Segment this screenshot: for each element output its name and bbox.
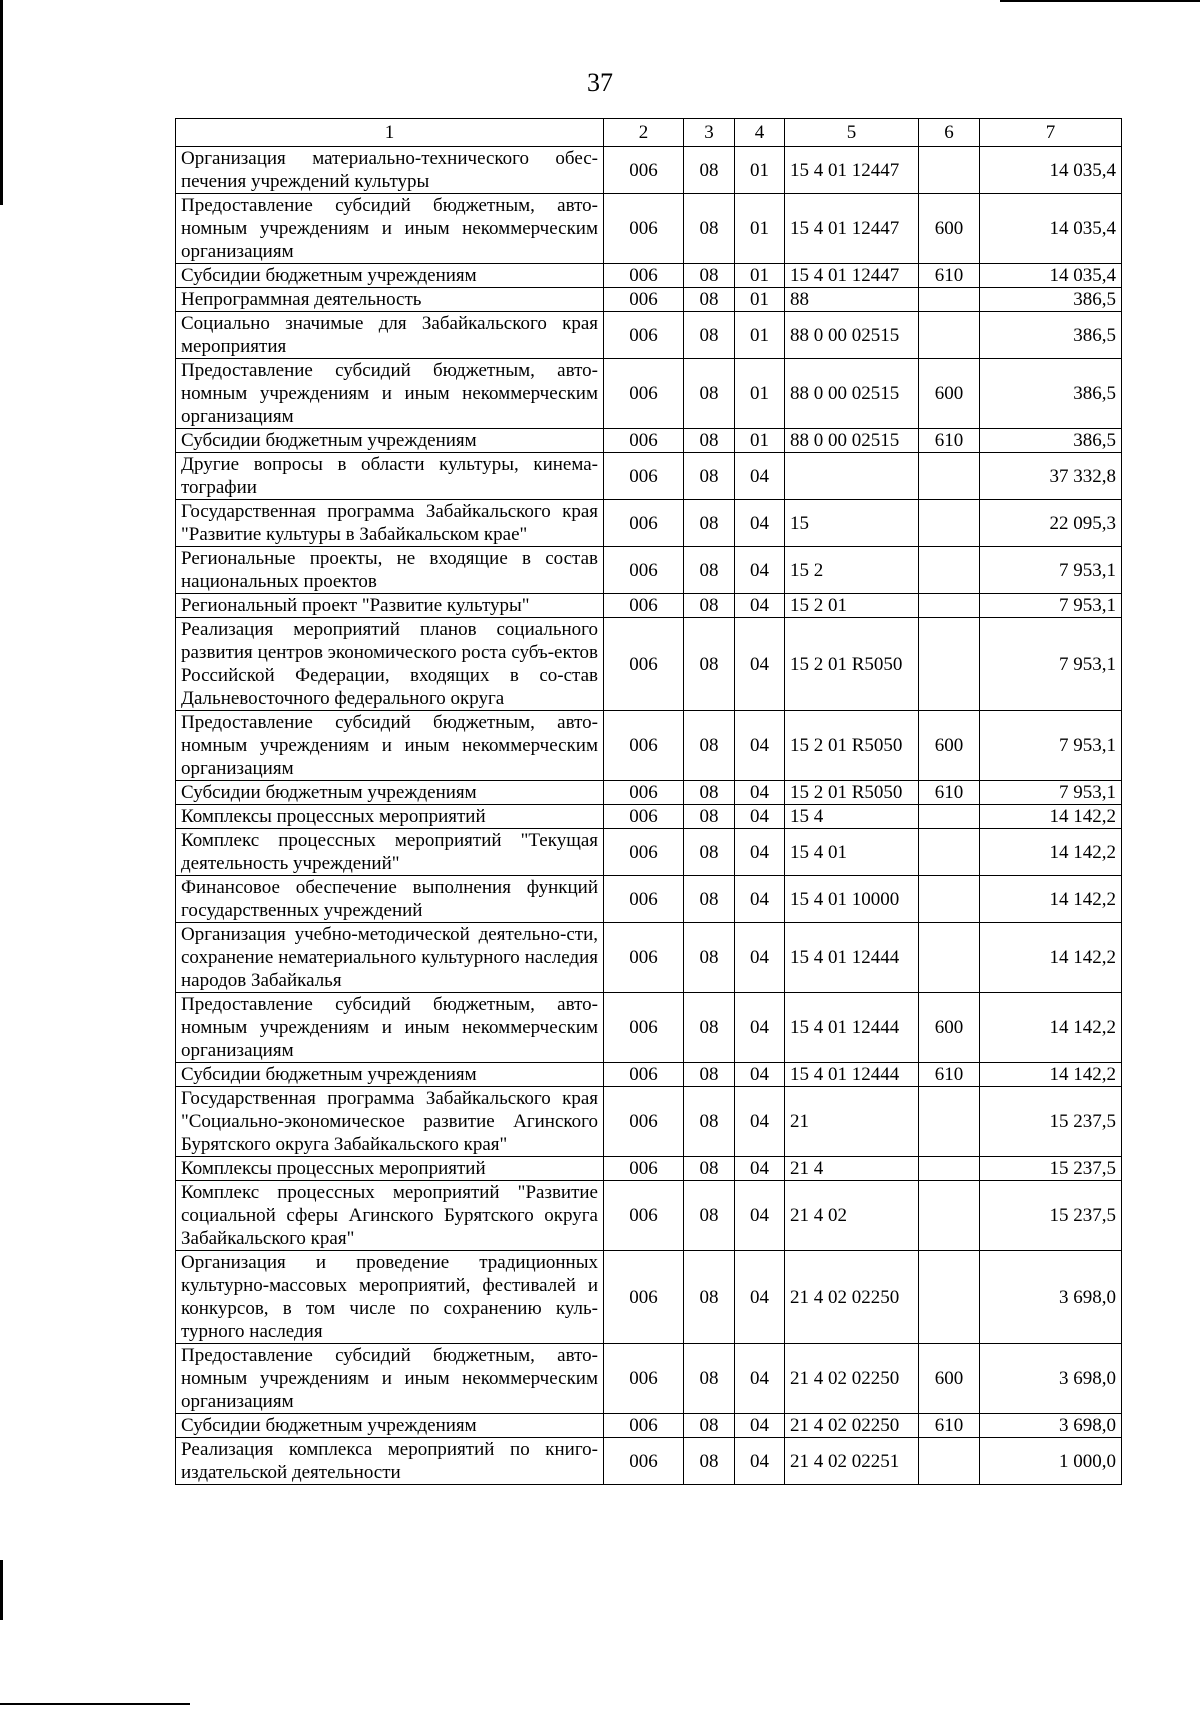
- subsection-code-cell: 01: [735, 264, 785, 288]
- target-article-cell: 15 2 01 R5050: [785, 781, 919, 805]
- column-header: 6: [919, 119, 980, 147]
- table-row: [176, 711, 1122, 781]
- target-article-cell: 15 4 01 10000: [785, 876, 919, 923]
- subsection-code-cell: 04: [735, 805, 785, 829]
- section-code-cell: 08: [684, 781, 735, 805]
- row-name-cell: Предоставление субсидий бюджетным, авто-номным учреждениям и иным некоммерческим организациям: [176, 1344, 604, 1414]
- admin-code-cell: 006: [604, 1438, 684, 1485]
- column-header: 1: [176, 119, 604, 147]
- subsection-code-cell: 04: [735, 500, 785, 547]
- target-article-cell: 88 0 00 02515: [785, 359, 919, 429]
- section-code-cell: 08: [684, 1157, 735, 1181]
- subsection-code-cell: 04: [735, 1063, 785, 1087]
- subsection-code-cell: 04: [735, 1087, 785, 1157]
- admin-code-cell: 006: [604, 876, 684, 923]
- subsection-code-cell: 04: [735, 876, 785, 923]
- admin-code-cell: 006: [604, 312, 684, 359]
- subsection-code-cell: 01: [735, 429, 785, 453]
- subsection-code-cell: 04: [735, 453, 785, 500]
- table-row: [176, 1087, 1122, 1157]
- target-article-cell: 21 4 02 02250: [785, 1414, 919, 1438]
- section-code-cell: 08: [684, 547, 735, 594]
- target-article-cell: 88 0 00 02515: [785, 429, 919, 453]
- row-name-cell: Другие вопросы в области культуры, кинема-тографии: [176, 453, 604, 500]
- target-article-cell: 21 4 02 02251: [785, 1438, 919, 1485]
- row-name-cell: Комплексы процессных мероприятий: [176, 805, 604, 829]
- amount-cell: 3 698,0: [980, 1414, 1122, 1438]
- row-name-cell: Социально значимые для Забайкальского края мероприятия: [176, 312, 604, 359]
- table-row: [176, 312, 1122, 359]
- section-code-cell: 08: [684, 288, 735, 312]
- amount-cell: 386,5: [980, 359, 1122, 429]
- amount-cell: 1 000,0: [980, 1438, 1122, 1485]
- target-article-cell: 21: [785, 1087, 919, 1157]
- table-row: [176, 500, 1122, 547]
- admin-code-cell: 006: [604, 147, 684, 194]
- target-article-cell: 21 4 02 02250: [785, 1251, 919, 1344]
- row-name-cell: Предоставление субсидий бюджетным, авто-номным учреждениям и иным некоммерческим организациям: [176, 194, 604, 264]
- scan-edge-top: [1000, 0, 1200, 2]
- section-code-cell: 08: [684, 264, 735, 288]
- target-article-cell: 15 2 01: [785, 594, 919, 618]
- row-name-cell: Организация материально-технического обес-печения учреждений культуры: [176, 147, 604, 194]
- subsection-code-cell: 04: [735, 1414, 785, 1438]
- expense-type-cell: 610: [919, 1414, 980, 1438]
- amount-cell: 15 237,5: [980, 1181, 1122, 1251]
- section-code-cell: 08: [684, 876, 735, 923]
- scan-edge-left-lower: [0, 1560, 3, 1620]
- admin-code-cell: 006: [604, 1414, 684, 1438]
- section-code-cell: 08: [684, 618, 735, 711]
- subsection-code-cell: 04: [735, 1251, 785, 1344]
- table-header-row: [176, 119, 1122, 147]
- amount-cell: 386,5: [980, 429, 1122, 453]
- admin-code-cell: 006: [604, 829, 684, 876]
- subsection-code-cell: 04: [735, 594, 785, 618]
- section-code-cell: 08: [684, 1063, 735, 1087]
- section-code-cell: 08: [684, 1181, 735, 1251]
- amount-cell: 386,5: [980, 312, 1122, 359]
- expense-type-cell: [919, 1251, 980, 1344]
- target-article-cell: 15 4 01 12447: [785, 264, 919, 288]
- admin-code-cell: 006: [604, 288, 684, 312]
- table-row: [176, 288, 1122, 312]
- row-name-cell: Региональный проект "Развитие культуры": [176, 594, 604, 618]
- section-code-cell: 08: [684, 1414, 735, 1438]
- admin-code-cell: 006: [604, 923, 684, 993]
- section-code-cell: 08: [684, 312, 735, 359]
- expense-type-cell: [919, 288, 980, 312]
- page-number: 37: [587, 68, 613, 97]
- expense-type-cell: 610: [919, 264, 980, 288]
- subsection-code-cell: 01: [735, 288, 785, 312]
- expense-type-cell: [919, 547, 980, 594]
- amount-cell: 37 332,8: [980, 453, 1122, 500]
- expense-type-cell: 610: [919, 429, 980, 453]
- section-code-cell: 08: [684, 805, 735, 829]
- row-name-cell: Финансовое обеспечение выполнения функций государственных учреждений: [176, 876, 604, 923]
- amount-cell: 14 142,2: [980, 993, 1122, 1063]
- amount-cell: 14 142,2: [980, 805, 1122, 829]
- table-row: [176, 781, 1122, 805]
- section-code-cell: 08: [684, 1438, 735, 1485]
- subsection-code-cell: 04: [735, 1181, 785, 1251]
- target-article-cell: 88 0 00 02515: [785, 312, 919, 359]
- expense-type-cell: [919, 618, 980, 711]
- expense-type-cell: [919, 1087, 980, 1157]
- subsection-code-cell: 04: [735, 547, 785, 594]
- section-code-cell: 08: [684, 1087, 735, 1157]
- admin-code-cell: 006: [604, 429, 684, 453]
- expense-type-cell: 600: [919, 359, 980, 429]
- column-header: 2: [604, 119, 684, 147]
- table-row: [176, 829, 1122, 876]
- amount-cell: 14 142,2: [980, 876, 1122, 923]
- amount-cell: 14 142,2: [980, 1063, 1122, 1087]
- expense-type-cell: [919, 923, 980, 993]
- subsection-code-cell: 04: [735, 1157, 785, 1181]
- table-row: [176, 547, 1122, 594]
- table-row: [176, 453, 1122, 500]
- admin-code-cell: 006: [604, 359, 684, 429]
- target-article-cell: 88: [785, 288, 919, 312]
- column-header: 3: [684, 119, 735, 147]
- table-row: [176, 876, 1122, 923]
- admin-code-cell: 006: [604, 805, 684, 829]
- amount-cell: 3 698,0: [980, 1344, 1122, 1414]
- admin-code-cell: 006: [604, 1087, 684, 1157]
- budget-table: [175, 118, 1122, 1485]
- table-row: [176, 594, 1122, 618]
- target-article-cell: 15 2 01 R5050: [785, 711, 919, 781]
- row-name-cell: Комплекс процессных мероприятий "Текущая деятельность учреждений": [176, 829, 604, 876]
- row-name-cell: Субсидии бюджетным учреждениям: [176, 429, 604, 453]
- admin-code-cell: 006: [604, 1344, 684, 1414]
- subsection-code-cell: 04: [735, 618, 785, 711]
- admin-code-cell: 006: [604, 618, 684, 711]
- table-row: [176, 194, 1122, 264]
- row-name-cell: Непрограммная деятельность: [176, 288, 604, 312]
- expense-type-cell: [919, 312, 980, 359]
- target-article-cell: 15 4 01 12444: [785, 993, 919, 1063]
- target-article-cell: 15 4 01 12447: [785, 194, 919, 264]
- amount-cell: 7 953,1: [980, 711, 1122, 781]
- row-name-cell: Субсидии бюджетным учреждениям: [176, 264, 604, 288]
- row-name-cell: Реализация мероприятий планов социального развития центров экономического роста субъ-ектов Российской Федерации, входящих в со-став Дальневосточного федерального округа: [176, 618, 604, 711]
- admin-code-cell: 006: [604, 264, 684, 288]
- admin-code-cell: 006: [604, 781, 684, 805]
- subsection-code-cell: 04: [735, 1438, 785, 1485]
- subsection-code-cell: 04: [735, 923, 785, 993]
- subsection-code-cell: 04: [735, 1344, 785, 1414]
- table-row: [176, 1414, 1122, 1438]
- row-name-cell: Субсидии бюджетным учреждениям: [176, 781, 604, 805]
- section-code-cell: 08: [684, 500, 735, 547]
- subsection-code-cell: 01: [735, 147, 785, 194]
- row-name-cell: Комплексы процессных мероприятий: [176, 1157, 604, 1181]
- column-header: 4: [735, 119, 785, 147]
- expense-type-cell: 600: [919, 711, 980, 781]
- row-name-cell: Реализация комплекса мероприятий по книго-издательской деятельности: [176, 1438, 604, 1485]
- target-article-cell: 21 4 02: [785, 1181, 919, 1251]
- table-row: [176, 993, 1122, 1063]
- amount-cell: 7 953,1: [980, 547, 1122, 594]
- admin-code-cell: 006: [604, 711, 684, 781]
- target-article-cell: 15: [785, 500, 919, 547]
- section-code-cell: 08: [684, 594, 735, 618]
- expense-type-cell: 610: [919, 781, 980, 805]
- amount-cell: 14 035,4: [980, 194, 1122, 264]
- table-body: [176, 147, 1122, 1485]
- table-row: [176, 923, 1122, 993]
- expense-type-cell: [919, 500, 980, 547]
- table-row: [176, 359, 1122, 429]
- admin-code-cell: 006: [604, 1181, 684, 1251]
- target-article-cell: [785, 453, 919, 500]
- target-article-cell: 15 2 01 R5050: [785, 618, 919, 711]
- section-code-cell: 08: [684, 993, 735, 1063]
- admin-code-cell: 006: [604, 194, 684, 264]
- admin-code-cell: 006: [604, 594, 684, 618]
- expense-type-cell: 600: [919, 194, 980, 264]
- column-header: 7: [980, 119, 1122, 147]
- expense-type-cell: [919, 1181, 980, 1251]
- subsection-code-cell: 04: [735, 829, 785, 876]
- table-row: [176, 264, 1122, 288]
- target-article-cell: 15 4 01 12444: [785, 1063, 919, 1087]
- expense-type-cell: [919, 829, 980, 876]
- table-row: [176, 805, 1122, 829]
- amount-cell: 7 953,1: [980, 594, 1122, 618]
- amount-cell: 15 237,5: [980, 1087, 1122, 1157]
- target-article-cell: 21 4 02 02250: [785, 1344, 919, 1414]
- scan-edge-bottom: [0, 1703, 190, 1705]
- amount-cell: 14 142,2: [980, 829, 1122, 876]
- expense-type-cell: 600: [919, 993, 980, 1063]
- table-row: [176, 1063, 1122, 1087]
- admin-code-cell: 006: [604, 500, 684, 547]
- section-code-cell: 08: [684, 923, 735, 993]
- admin-code-cell: 006: [604, 1251, 684, 1344]
- row-name-cell: Организация и проведение традиционных культурно-массовых мероприятий, фестивалей и конкурсов, в том числе по сохранению куль-турного наследия: [176, 1251, 604, 1344]
- table-row: [176, 1344, 1122, 1414]
- section-code-cell: 08: [684, 711, 735, 781]
- admin-code-cell: 006: [604, 453, 684, 500]
- section-code-cell: 08: [684, 359, 735, 429]
- subsection-code-cell: 01: [735, 194, 785, 264]
- expense-type-cell: [919, 453, 980, 500]
- target-article-cell: 15 2: [785, 547, 919, 594]
- amount-cell: 15 237,5: [980, 1157, 1122, 1181]
- row-name-cell: Государственная программа Забайкальского края "Развитие культуры в Забайкальском крае": [176, 500, 604, 547]
- target-article-cell: 15 4: [785, 805, 919, 829]
- target-article-cell: 21 4: [785, 1157, 919, 1181]
- row-name-cell: Региональные проекты, не входящие в состав национальных проектов: [176, 547, 604, 594]
- amount-cell: 386,5: [980, 288, 1122, 312]
- row-name-cell: Субсидии бюджетным учреждениям: [176, 1414, 604, 1438]
- subsection-code-cell: 04: [735, 781, 785, 805]
- table-row: [176, 147, 1122, 194]
- expense-type-cell: [919, 876, 980, 923]
- table-row: [176, 429, 1122, 453]
- amount-cell: 7 953,1: [980, 618, 1122, 711]
- admin-code-cell: 006: [604, 993, 684, 1063]
- row-name-cell: Предоставление субсидий бюджетным, авто-номным учреждениям и иным некоммерческим организациям: [176, 711, 604, 781]
- expense-type-cell: 610: [919, 1063, 980, 1087]
- row-name-cell: Предоставление субсидий бюджетным, авто-номным учреждениям и иным некоммерческим организациям: [176, 993, 604, 1063]
- amount-cell: 22 095,3: [980, 500, 1122, 547]
- section-code-cell: 08: [684, 147, 735, 194]
- target-article-cell: 15 4 01 12444: [785, 923, 919, 993]
- amount-cell: 14 035,4: [980, 147, 1122, 194]
- table-row: [176, 1438, 1122, 1485]
- row-name-cell: Государственная программа Забайкальского края "Социально-экономическое развитие Агинского Бурятского округа Забайкальского края": [176, 1087, 604, 1157]
- row-name-cell: Комплекс процессных мероприятий "Развитие социальной сферы Агинского Бурятского округа Забайкальского края": [176, 1181, 604, 1251]
- amount-cell: 14 142,2: [980, 923, 1122, 993]
- admin-code-cell: 006: [604, 1063, 684, 1087]
- column-header: 5: [785, 119, 919, 147]
- subsection-code-cell: 01: [735, 359, 785, 429]
- amount-cell: 3 698,0: [980, 1251, 1122, 1344]
- section-code-cell: 08: [684, 829, 735, 876]
- target-article-cell: 15 4 01: [785, 829, 919, 876]
- section-code-cell: 08: [684, 1344, 735, 1414]
- table-row: [176, 1181, 1122, 1251]
- table-row: [176, 1157, 1122, 1181]
- subsection-code-cell: 04: [735, 711, 785, 781]
- row-name-cell: Субсидии бюджетным учреждениям: [176, 1063, 604, 1087]
- row-name-cell: Организация учебно-методической деятельно-сти, сохранение нематериального культурного наследия народов Забайкалья: [176, 923, 604, 993]
- admin-code-cell: 006: [604, 1157, 684, 1181]
- amount-cell: 7 953,1: [980, 781, 1122, 805]
- subsection-code-cell: 01: [735, 312, 785, 359]
- scan-edge-left: [0, 0, 3, 205]
- target-article-cell: 15 4 01 12447: [785, 147, 919, 194]
- subsection-code-cell: 04: [735, 993, 785, 1063]
- expense-type-cell: [919, 147, 980, 194]
- section-code-cell: 08: [684, 1251, 735, 1344]
- expense-type-cell: [919, 1438, 980, 1485]
- row-name-cell: Предоставление субсидий бюджетным, авто-номным учреждениям и иным некоммерческим организациям: [176, 359, 604, 429]
- section-code-cell: 08: [684, 453, 735, 500]
- section-code-cell: 08: [684, 429, 735, 453]
- amount-cell: 14 035,4: [980, 264, 1122, 288]
- expense-type-cell: 600: [919, 1344, 980, 1414]
- expense-type-cell: [919, 1157, 980, 1181]
- section-code-cell: 08: [684, 194, 735, 264]
- expense-type-cell: [919, 805, 980, 829]
- expense-type-cell: [919, 594, 980, 618]
- table-row: [176, 618, 1122, 711]
- admin-code-cell: 006: [604, 547, 684, 594]
- table-row: [176, 1251, 1122, 1344]
